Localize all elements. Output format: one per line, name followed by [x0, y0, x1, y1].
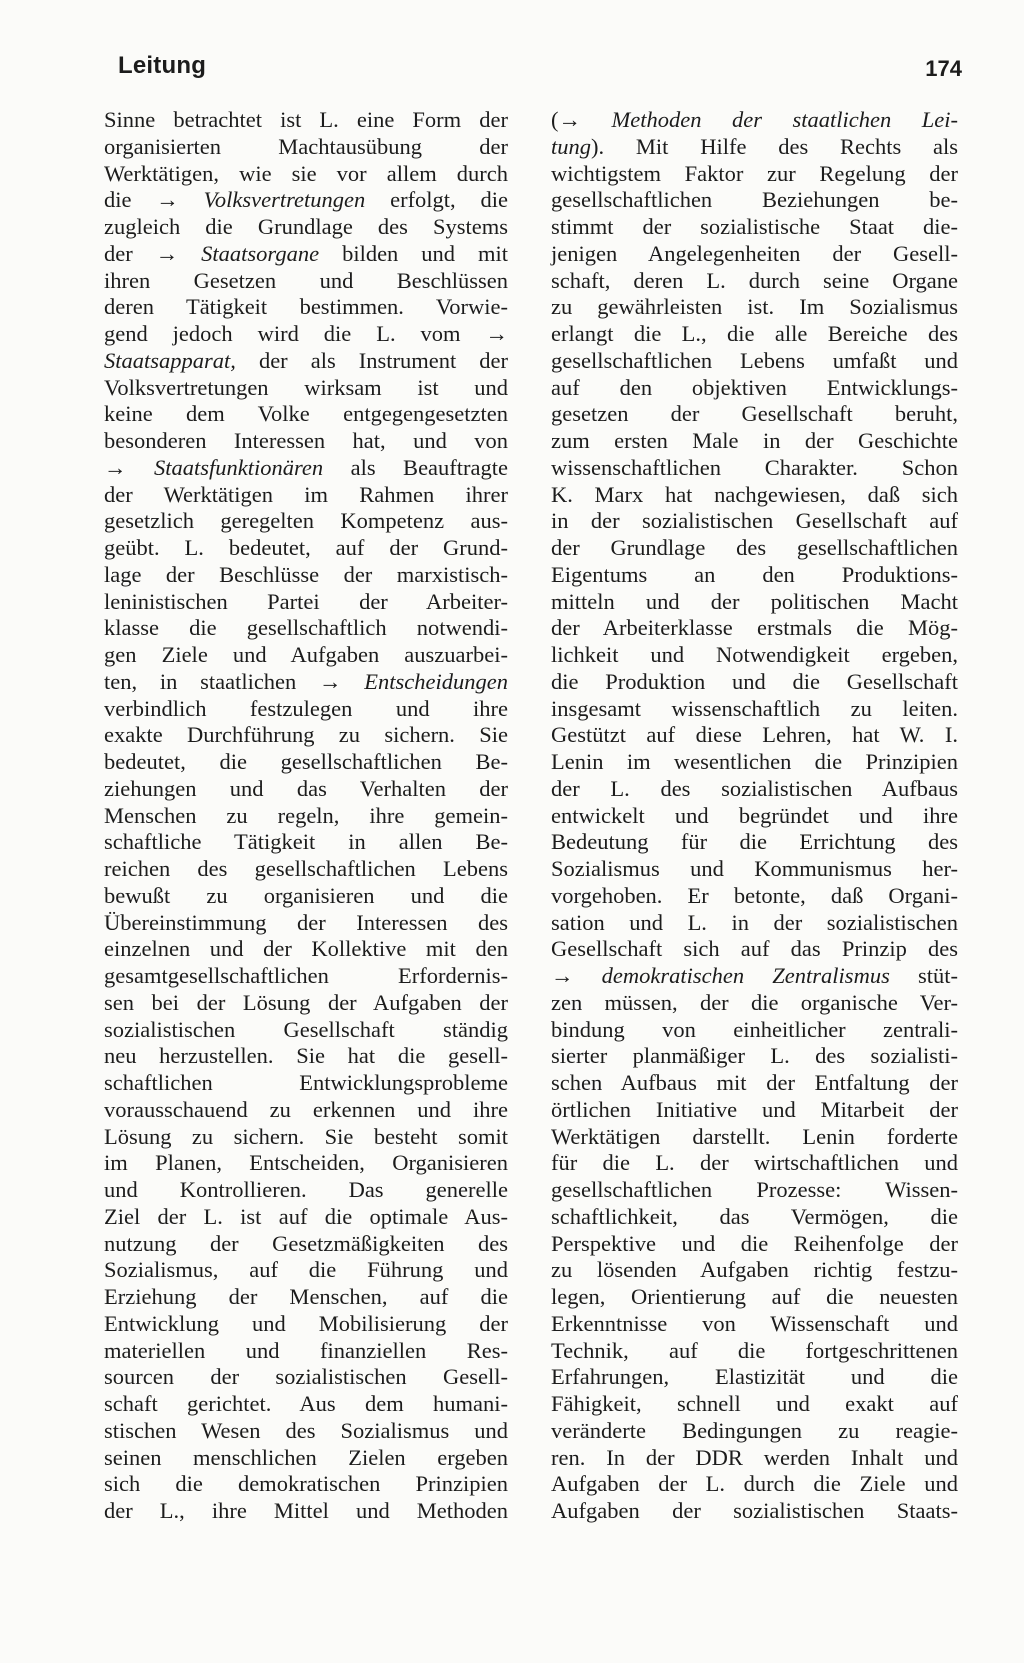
text-run: ). Mit Hilfe des Rechts als	[591, 133, 958, 159]
text-run: reichen des gesellschaftlichen Lebens	[104, 856, 508, 881]
text-run: als Beauftragte	[323, 454, 509, 480]
cross-reference-term: Staatsorgane	[201, 240, 320, 266]
text-line	[551, 856, 958, 883]
text-run: schaft gerichtet. Aus dem humani-	[104, 1391, 508, 1416]
cross-reference-term: tung	[551, 133, 592, 159]
text-line	[104, 241, 508, 268]
text-line	[551, 1311, 958, 1338]
text-line	[104, 268, 508, 295]
text-run: Lösung zu sichern. Sie besteht somit	[104, 1123, 508, 1149]
text-run: der L. des sozialistischen Aufbaus	[551, 775, 958, 801]
text-line	[551, 428, 958, 455]
text-line	[104, 1498, 508, 1525]
text-line	[104, 615, 508, 642]
text-run: die →	[104, 187, 204, 213]
text-line	[104, 1017, 508, 1044]
text-line	[551, 348, 958, 375]
text-line	[551, 936, 958, 963]
text-line	[551, 1124, 958, 1151]
text-line	[551, 401, 958, 428]
text-run: Menschen zu regeln, ihre gemein-	[104, 802, 508, 828]
text-run: ziehungen und das Verhalten der	[104, 775, 508, 801]
text-line	[551, 803, 958, 830]
text-line	[104, 401, 508, 428]
text-run: im Planen, Entscheiden, Organisieren	[104, 1150, 508, 1176]
text-run: gesamtgesellschaftlichen Erfordernis-	[104, 963, 508, 988]
text-line	[551, 241, 958, 268]
text-run: sierter planmäßiger L. des sozialisti-	[551, 1043, 958, 1069]
text-run: mitteln und der politischen Macht	[551, 588, 958, 614]
text-line	[104, 1043, 508, 1070]
text-run: →	[104, 454, 154, 480]
text-run: nutzung der Gesetzmäßigkeiten des	[104, 1230, 508, 1256]
text-line	[551, 589, 958, 616]
text-run: lichkeit und Notwendigkeit ergeben,	[551, 642, 958, 667]
text-run: Fähigkeit, schnell und exakt auf	[551, 1391, 958, 1416]
text-line	[551, 963, 958, 990]
text-run: insgesamt wissenschaftlich zu leiten.	[551, 695, 958, 721]
text-line	[104, 1204, 508, 1231]
running-head-keyword: Leitung	[118, 52, 207, 79]
text-line	[551, 1418, 958, 1445]
text-line	[551, 749, 958, 776]
text-line	[104, 348, 508, 375]
text-run: gesellschaftlichen Lebens umfaßt und	[551, 347, 958, 373]
text-line	[551, 375, 958, 402]
page-number: 174	[925, 56, 962, 81]
text-run: gen Ziele und Aufgaben auszuarbei-	[104, 642, 508, 667]
text-line	[104, 990, 508, 1017]
text-line	[104, 803, 508, 830]
text-line	[551, 187, 958, 214]
text-line	[104, 1070, 508, 1097]
text-line	[104, 508, 508, 535]
text-line	[551, 615, 958, 642]
text-line	[551, 134, 958, 161]
text-run: erlangt die L., die alle Bereiche des	[551, 321, 958, 346]
text-line	[551, 268, 958, 295]
text-run: Perspektive und die Reihenfolge der	[551, 1230, 958, 1256]
cross-reference-term: Entscheidungen	[364, 668, 508, 694]
text-run: besonderen Interessen hat, und von	[104, 428, 508, 453]
text-run: erfolgt, die	[365, 187, 508, 213]
cross-reference-term: Staatsapparat,	[104, 347, 236, 373]
text-run: der als Instrument der	[235, 347, 508, 373]
text-line	[104, 107, 508, 134]
text-run: sation und L. in der sozialistischen	[551, 909, 958, 935]
text-run: für die L. der wirtschaftlichen und	[551, 1150, 958, 1176]
text-run: bindung von einheitlicher zentrali-	[551, 1016, 958, 1042]
text-run: Eigentums an den Produktions-	[551, 561, 958, 587]
text-run: die Produktion und die Gesellschaft	[551, 668, 958, 694]
cross-reference-term: demokratischen Zentralismus	[601, 963, 890, 988]
text-line	[551, 107, 958, 134]
text-run: organisierten Machtausübung der	[104, 133, 508, 159]
text-line	[551, 321, 958, 348]
text-run: bedeutet, die gesellschaftlichen Be-	[104, 749, 508, 774]
text-line	[104, 936, 508, 963]
text-line	[551, 455, 958, 482]
text-run: Volksvertretungen wirksam ist und	[104, 374, 508, 400]
text-line	[551, 1043, 958, 1070]
text-line	[551, 1097, 958, 1124]
text-line	[104, 1338, 508, 1365]
text-run: materiellen und finanziellen Res-	[104, 1337, 508, 1363]
text-line	[104, 829, 508, 856]
text-run: stimmt der sozialistische Staat die-	[551, 214, 958, 239]
left-text-column	[104, 107, 508, 1525]
text-run: ihren Gesetzen und Beschlüssen	[104, 267, 508, 293]
text-line	[104, 696, 508, 723]
text-run: Erkenntnisse von Wissenschaft und	[551, 1310, 958, 1336]
text-line	[104, 1097, 508, 1124]
text-run: stüt-	[889, 963, 958, 988]
text-line	[104, 1284, 508, 1311]
text-run: deren Tätigkeit bestimmen. Vorwie-	[104, 294, 508, 320]
text-line	[551, 669, 958, 696]
text-line	[104, 883, 508, 910]
text-run: neu herzustellen. Sie hat die gesell-	[104, 1043, 508, 1069]
text-run: vorausschauend zu erkennen und ihre	[104, 1096, 508, 1122]
text-run: exakte Durchführung zu sichern. Sie	[104, 722, 508, 748]
text-line	[551, 1391, 958, 1418]
text-line	[551, 161, 958, 188]
text-run: leninistischen Partei der Arbeiter-	[104, 588, 508, 614]
text-line	[104, 1177, 508, 1204]
text-line	[104, 428, 508, 455]
text-run: entwickelt und begründet und ihre	[551, 802, 958, 828]
text-line	[104, 375, 508, 402]
text-line	[551, 1498, 958, 1525]
text-line	[551, 1284, 958, 1311]
text-line	[104, 134, 508, 161]
text-run: Gestützt auf diese Lehren, hat W. I.	[551, 722, 958, 748]
text-line	[551, 294, 958, 321]
text-line	[551, 1017, 958, 1044]
text-run: schaftlichkeit, das Vermögen, die	[551, 1203, 958, 1229]
cross-reference-term: Volksvertretungen	[203, 187, 366, 213]
text-line	[104, 1150, 508, 1177]
text-run: schaftlichen Entwicklungsprobleme	[104, 1070, 508, 1095]
text-line	[104, 1471, 508, 1498]
text-run: Bedeutung für die Errichtung des	[551, 829, 958, 855]
text-line	[104, 722, 508, 749]
text-run: geübt. L. bedeutet, auf der Grund-	[104, 535, 508, 560]
text-line	[551, 1204, 958, 1231]
text-run: keine dem Volke entgegengesetzten	[104, 401, 508, 427]
text-run: K. Marx hat nachgewiesen, daß sich	[551, 481, 958, 507]
text-line	[104, 1124, 508, 1151]
text-run: gesetzlich geregelten Kompetenz aus-	[104, 508, 508, 534]
text-run: in der sozialistischen Gesellschaft auf	[551, 508, 958, 534]
text-run: und Kontrollieren. Das generelle	[104, 1177, 508, 1202]
text-run: der Werktätigen im Rahmen ihrer	[104, 481, 508, 507]
text-line	[104, 214, 508, 241]
text-line	[104, 1445, 508, 1472]
text-line	[104, 1364, 508, 1391]
text-run: zu gewährleisten ist. Im Sozialismus	[551, 294, 958, 320]
text-line	[551, 990, 958, 1017]
text-run: Übereinstimmung der Interessen des	[104, 909, 508, 935]
text-line	[551, 1338, 958, 1365]
text-run: Werktätigen darstellt. Lenin forderte	[551, 1123, 958, 1149]
text-run: schaftliche Tätigkeit in allen Be-	[104, 829, 508, 855]
text-run: Sozialismus, auf die Führung und	[104, 1257, 508, 1283]
text-line	[104, 161, 508, 188]
cross-reference-term: Methoden der staatlichen Lei-	[611, 107, 958, 132]
text-run: sen bei der Lösung der Aufgaben der	[104, 989, 508, 1015]
text-line	[551, 1445, 958, 1472]
text-run: der Arbeiterklasse erstmals die Mög-	[551, 615, 958, 641]
text-run: Werktätigen, wie sie vor allem durch	[104, 160, 508, 186]
text-line	[551, 1070, 958, 1097]
text-run: der →	[104, 240, 202, 266]
text-run: auf den objektiven Entwicklungs-	[551, 374, 958, 400]
text-line	[104, 1257, 508, 1284]
text-line	[104, 535, 508, 562]
text-run: ren. In der DDR werden Inhalt und	[551, 1444, 958, 1470]
text-line	[551, 508, 958, 535]
text-run: gesetzen der Gesellschaft beruht,	[551, 401, 958, 427]
text-run: Aufgaben der sozialistischen Staats-	[551, 1498, 958, 1523]
text-run: der L., ihre Mittel und Methoden	[104, 1498, 508, 1523]
text-run: sich die demokratischen Prinzipien	[104, 1471, 508, 1497]
text-run: Erziehung der Menschen, auf die	[104, 1284, 508, 1309]
text-line	[551, 535, 958, 562]
text-run: jenigen Angelegenheiten der Gesell-	[551, 240, 958, 266]
text-run: →	[551, 963, 602, 988]
text-line	[104, 482, 508, 509]
text-line	[551, 883, 958, 910]
text-line	[551, 1177, 958, 1204]
text-run: wichtigstem Faktor zur Regelung der	[551, 160, 958, 186]
text-run: gesellschaftlichen Prozesse: Wissen-	[551, 1177, 958, 1202]
text-line	[551, 1231, 958, 1258]
text-line	[104, 963, 508, 990]
text-run: Erfahrungen, Elastizität und die	[551, 1364, 958, 1390]
text-run: Gesellschaft sich auf das Prinzip des	[551, 936, 958, 962]
text-run: Ziel der L. ist auf die optimale Aus-	[104, 1203, 508, 1229]
text-line	[104, 562, 508, 589]
text-run: veränderte Bedingungen zu reagie-	[551, 1417, 958, 1443]
text-line	[551, 722, 958, 749]
text-run: lage der Beschlüsse der marxistisch-	[104, 561, 508, 587]
text-run: vorgehoben. Er betonte, daß Organi-	[551, 882, 958, 908]
text-line	[551, 214, 958, 241]
text-line	[104, 669, 508, 696]
text-run: Lenin im wesentlichen die Prinzipien	[551, 749, 958, 774]
cross-reference-term: Staatsfunktionären	[153, 454, 324, 480]
right-text-column	[551, 107, 958, 1525]
text-line	[104, 1231, 508, 1258]
text-run: Entwicklung und Mobilisierung der	[104, 1310, 508, 1336]
text-line	[104, 776, 508, 803]
text-run: zu lösenden Aufgaben richtig festzu-	[551, 1257, 958, 1283]
text-run: seinen menschlichen Zielen ergeben	[104, 1444, 508, 1470]
text-line	[104, 642, 508, 669]
text-run: Technik, auf die fortgeschrittenen	[551, 1337, 958, 1363]
text-line	[551, 1364, 958, 1391]
text-line	[104, 321, 508, 348]
text-run: verbindlich festzulegen und ihre	[104, 695, 508, 721]
text-line	[104, 749, 508, 776]
text-line	[551, 696, 958, 723]
text-line	[104, 1391, 508, 1418]
text-run: sozialistischen Gesellschaft ständig	[104, 1016, 508, 1042]
text-line	[104, 1418, 508, 1445]
text-run: gend jedoch wird die L. vom →	[104, 321, 508, 346]
text-run: legen, Orientierung auf die neuesten	[551, 1284, 958, 1309]
text-line	[551, 776, 958, 803]
text-line	[104, 187, 508, 214]
text-run: wissenschaftlichen Charakter. Schon	[551, 454, 958, 480]
text-line	[551, 829, 958, 856]
text-run: sourcen der sozialistischen Gesell-	[104, 1364, 508, 1390]
text-run: der Grundlage des gesellschaftlichen	[551, 535, 958, 560]
text-run: zen müssen, der die organische Ver-	[551, 989, 958, 1015]
text-run: bilden und mit	[319, 240, 508, 266]
text-run: zum ersten Male in der Geschichte	[551, 428, 958, 453]
text-line	[104, 910, 508, 937]
text-line	[551, 910, 958, 937]
text-run: örtlichen Initiative und Mitarbeit der	[551, 1096, 958, 1122]
text-run: stischen Wesen des Sozialismus und	[104, 1417, 508, 1443]
text-line	[551, 642, 958, 669]
text-run: gesellschaftlichen Beziehungen be-	[551, 187, 958, 213]
text-line	[551, 1471, 958, 1498]
text-run: schen Aufbaus mit der Entfaltung der	[551, 1070, 958, 1095]
text-line	[104, 455, 508, 482]
text-run: einzelnen und der Kollektive mit den	[104, 936, 508, 962]
text-line	[551, 1257, 958, 1284]
text-run: zugleich die Grundlage des Systems	[104, 214, 508, 239]
text-line	[104, 294, 508, 321]
text-run: klasse die gesellschaftlich notwendi-	[104, 615, 508, 641]
text-line	[551, 562, 958, 589]
text-run: bewußt zu organisieren und die	[104, 882, 508, 908]
text-run: Sozialismus und Kommunismus her-	[551, 856, 958, 881]
text-run: (→	[551, 107, 612, 132]
text-run: Sinne betrachtet ist L. eine Form der	[104, 107, 508, 132]
text-run: Aufgaben der L. durch die Ziele und	[551, 1471, 958, 1497]
text-line	[551, 482, 958, 509]
text-line	[104, 589, 508, 616]
text-run: ten, in staatlichen →	[104, 668, 365, 694]
text-line	[104, 1311, 508, 1338]
text-line	[551, 1150, 958, 1177]
text-line	[104, 856, 508, 883]
text-run: schaft, deren L. durch seine Organe	[551, 267, 958, 293]
